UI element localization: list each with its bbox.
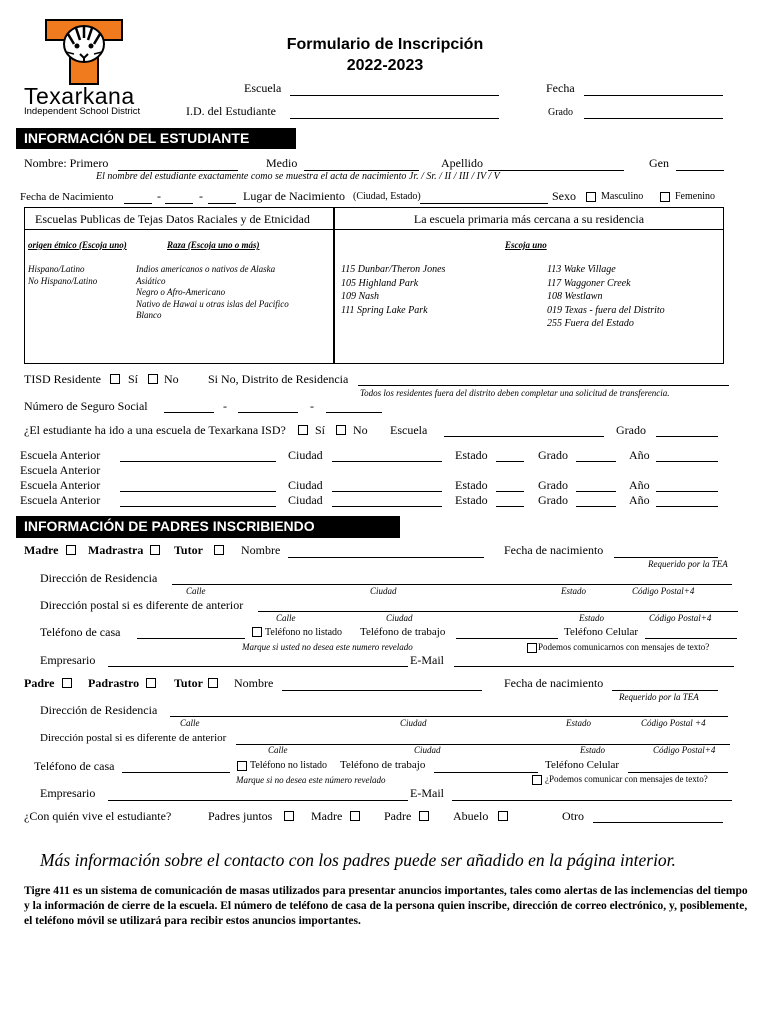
raza-option[interactable]: Asiático bbox=[136, 275, 166, 286]
no-listado-label: Teléfono no listado bbox=[265, 627, 343, 638]
masculino-checkbox[interactable] bbox=[586, 192, 596, 202]
form-year: 2022-2023 bbox=[346, 57, 424, 74]
distrito-residencia-label: Si No, Distrito de Residencia bbox=[208, 372, 349, 386]
padrastro-checkbox[interactable] bbox=[146, 678, 156, 688]
ciudad-label: Ciudad bbox=[370, 586, 397, 596]
attended-si-checkbox[interactable] bbox=[298, 425, 308, 435]
telefono-celular-label: Teléfono Celular bbox=[564, 626, 639, 638]
fecha-field[interactable] bbox=[584, 95, 723, 96]
padre-option-label: Padre bbox=[384, 809, 412, 823]
ssn-field-1[interactable] bbox=[164, 412, 214, 413]
calle-label: Calle bbox=[180, 718, 200, 728]
student-section-header: INFORMACIÓN DEL ESTUDIANTE bbox=[16, 128, 296, 149]
prev-estado-field[interactable] bbox=[496, 461, 524, 462]
nombre-label: Nombre bbox=[234, 676, 274, 690]
residente-si-checkbox[interactable] bbox=[110, 374, 120, 384]
tisd-residente-label: TISD Residente bbox=[24, 372, 101, 386]
si-label: Sí bbox=[128, 372, 139, 386]
prev-estado-field[interactable] bbox=[496, 506, 524, 507]
email-label: E-Mail bbox=[410, 653, 444, 667]
last-name-field[interactable] bbox=[488, 170, 624, 171]
name-note: El nombre del estudiante exactamente como se muestra el acta de nacimiento Jr. / Sr. / II / III / IV / V bbox=[96, 171, 500, 182]
femenino-label: Femenino bbox=[675, 191, 715, 202]
prev-ano-field[interactable] bbox=[656, 506, 718, 507]
raza-option[interactable]: Blanco bbox=[136, 310, 162, 320]
telefono-trabajo-label: Teléfono de trabajo bbox=[360, 626, 446, 638]
prev-ano-label: Año bbox=[629, 448, 650, 462]
lugar-nacimiento-label: Lugar de Nacimiento bbox=[243, 189, 345, 203]
estado-label: Estado bbox=[566, 718, 592, 728]
attended-no-label: No bbox=[353, 423, 368, 437]
schools-left-list bbox=[341, 263, 445, 317]
school-option[interactable]: 111 Spring Lake Park bbox=[341, 304, 428, 316]
dash: - bbox=[199, 189, 203, 203]
prev-grado-label: Grado bbox=[538, 448, 568, 462]
gen-label: Gen bbox=[649, 156, 669, 170]
prev-grado-field[interactable] bbox=[576, 491, 616, 492]
padre-checkbox[interactable] bbox=[62, 678, 72, 688]
ssn-field-2[interactable] bbox=[238, 412, 298, 413]
form-title: Formulario de Inscripción bbox=[286, 36, 484, 53]
prev-ciudad-field[interactable] bbox=[332, 491, 442, 492]
vive-padre-checkbox[interactable] bbox=[419, 811, 429, 821]
mother-name-field[interactable] bbox=[288, 557, 484, 558]
birth-day-field[interactable] bbox=[165, 203, 193, 204]
distrito-residencia-field[interactable] bbox=[358, 385, 729, 386]
direccion-label: Dirección de Residencia bbox=[40, 703, 158, 717]
calle-label: Calle bbox=[268, 745, 288, 755]
attended-si-label: Sí bbox=[315, 423, 326, 437]
mother-home-phone-field[interactable] bbox=[137, 638, 245, 639]
ciudad-label: Ciudad bbox=[386, 613, 413, 623]
codigo-postal-label: Código Postal+4 bbox=[649, 613, 712, 623]
mother-cell-field[interactable] bbox=[645, 638, 737, 639]
ssn-label: Número de Seguro Social bbox=[24, 399, 148, 413]
mother-employer-field[interactable] bbox=[108, 666, 408, 667]
birth-month-field[interactable] bbox=[124, 203, 152, 204]
masculino-label: Masculino bbox=[601, 191, 644, 202]
femenino-checkbox[interactable] bbox=[660, 192, 670, 202]
calle-label: Calle bbox=[276, 613, 296, 623]
mother-email-field[interactable] bbox=[454, 666, 734, 667]
origen-options bbox=[28, 264, 97, 287]
race-box-title: Escuelas Publicas de Tejas Datos Raciales y de Etnicidad bbox=[35, 212, 310, 226]
father-text-checkbox[interactable] bbox=[532, 775, 542, 785]
father-unlisted-checkbox[interactable] bbox=[237, 761, 247, 771]
school-option[interactable]: 113 Wake Village bbox=[547, 264, 616, 275]
prev-estado-label: Estado bbox=[455, 493, 488, 507]
schools-right-list bbox=[547, 263, 665, 331]
father-home-phone-field[interactable] bbox=[122, 772, 230, 773]
madre-option-label: Madre bbox=[311, 809, 343, 823]
requerido-note: Requerido por la TEA bbox=[648, 559, 728, 569]
requerido-note: Requerido por la TEA bbox=[619, 692, 699, 702]
prev-ano-field[interactable] bbox=[656, 461, 718, 462]
estado-label: Estado bbox=[579, 613, 605, 623]
dash: - bbox=[223, 399, 227, 413]
no-listado-label: Teléfono no listado bbox=[250, 760, 328, 771]
school-option[interactable]: 117 Waggoner Creek bbox=[547, 277, 631, 289]
father-dob-field[interactable] bbox=[612, 690, 718, 691]
tutor-label: Tutor bbox=[174, 676, 203, 690]
mensajes-label: Podemos comunicarnos con mensajes de texto? bbox=[538, 642, 710, 652]
father-employer-field[interactable] bbox=[108, 800, 408, 801]
school-option[interactable]: 105 Highland Park bbox=[341, 277, 419, 289]
madrastra-checkbox[interactable] bbox=[150, 545, 160, 555]
telefono-celular-label: Teléfono Celular bbox=[545, 759, 620, 771]
father-cell-field[interactable] bbox=[628, 772, 728, 773]
sexo-label: Sexo bbox=[552, 189, 576, 203]
madrastra-label: Madrastra bbox=[88, 543, 144, 557]
prev-ano-label: Año bbox=[629, 478, 650, 492]
residente-no-checkbox[interactable] bbox=[148, 374, 158, 384]
direccion-postal-label: Dirección postal si es diferente de anterior bbox=[40, 598, 244, 612]
raza-option[interactable]: Indios americanos o nativos de Alaska bbox=[136, 264, 276, 274]
ciudad-estado-label: (Ciudad, Estado) bbox=[353, 191, 421, 202]
prev-ano-field[interactable] bbox=[656, 491, 718, 492]
fecha-nacimiento-label: Fecha de Nacimiento bbox=[20, 191, 114, 203]
district-name: Texarkana bbox=[24, 83, 135, 109]
school-box-title: La escuela primaria más cercana a su residencia bbox=[413, 212, 645, 226]
codigo-postal-label: Código Postal+4 bbox=[632, 586, 695, 596]
direccion-postal-label: Dirección postal si es diferente de anterior bbox=[40, 732, 227, 744]
abuelo-label: Abuelo bbox=[453, 809, 489, 823]
marque-note: Marque si usted no desea este numero revelado bbox=[242, 642, 413, 652]
birth-year-field[interactable] bbox=[208, 203, 236, 204]
prev-grado-label: Grado bbox=[538, 493, 568, 507]
nombre-primero-label: Nombre: Primero bbox=[24, 156, 109, 170]
origen-title: origen étnico (Escoja uno) bbox=[28, 240, 127, 250]
vive-abuelo-checkbox[interactable] bbox=[498, 811, 508, 821]
prev-school-label: Escuela Anterior bbox=[20, 448, 101, 462]
school-option[interactable]: 108 Westlawn bbox=[547, 291, 603, 302]
padres-juntos-label: Padres juntos bbox=[208, 809, 273, 823]
telefono-casa-label: Teléfono de casa bbox=[34, 759, 115, 773]
grado-field[interactable] bbox=[584, 118, 723, 119]
prev-school-field[interactable] bbox=[120, 506, 276, 507]
school-option[interactable]: 115 Dunbar/Theron Jones bbox=[341, 264, 446, 275]
vive-question: ¿Con quién vive el estudiante? bbox=[24, 809, 172, 823]
padre-label: Padre bbox=[24, 676, 55, 690]
parents-section-header: INFORMACIÓN DE PADRES INSCRIBIENDO bbox=[16, 516, 400, 538]
id-estudiante-field[interactable] bbox=[290, 118, 499, 119]
tutor-label: Tutor bbox=[174, 543, 203, 557]
transfer-note: Todos los residentes fuera del distrito deben completar una solicitud de transferencia. bbox=[360, 388, 670, 398]
raza-title: Raza (Escoja uno o más) bbox=[167, 240, 260, 250]
madre-checkbox[interactable] bbox=[66, 545, 76, 555]
birth-place-field[interactable] bbox=[420, 203, 548, 204]
father-name-field[interactable] bbox=[282, 690, 482, 691]
dash: - bbox=[157, 189, 161, 203]
prev-ciudad-label: Ciudad bbox=[288, 448, 323, 462]
medio-label: Medio bbox=[266, 156, 298, 170]
ssn-field-3[interactable] bbox=[326, 412, 382, 413]
estado-label: Estado bbox=[561, 586, 587, 596]
school-option[interactable]: 255 Fuera del Estado bbox=[547, 318, 634, 329]
codigo-postal-label: Código Postal+4 bbox=[653, 745, 716, 755]
nombre-label: Nombre bbox=[241, 543, 281, 557]
school-option[interactable]: 019 Texas - fuera del Distrito bbox=[547, 304, 665, 316]
madre-label: Madre bbox=[24, 543, 59, 557]
origen-option[interactable]: Hispano/Latino bbox=[28, 264, 85, 274]
fecha-label: Fecha bbox=[546, 81, 575, 95]
mother-dob-label: Fecha de nacimiento bbox=[504, 543, 604, 557]
prev-grado-label: Grado bbox=[538, 478, 568, 492]
prev-school-field[interactable] bbox=[120, 461, 276, 462]
father-email-field[interactable] bbox=[452, 800, 732, 801]
mother-unlisted-checkbox[interactable] bbox=[252, 627, 262, 637]
empresario-label: Empresario bbox=[40, 653, 96, 667]
prev-estado-label: Estado bbox=[455, 448, 488, 462]
attended-grado-label: Grado bbox=[616, 423, 646, 437]
email-label: E-Mail bbox=[410, 786, 444, 800]
father-address-field[interactable] bbox=[170, 716, 728, 717]
calle-label: Calle bbox=[186, 586, 206, 596]
attended-escuela-field[interactable] bbox=[444, 436, 604, 437]
mother-mailing-field[interactable] bbox=[258, 611, 738, 612]
vive-otro-field[interactable] bbox=[593, 822, 723, 823]
tutor-checkbox[interactable] bbox=[214, 545, 224, 555]
telefono-casa-label: Teléfono de casa bbox=[40, 625, 121, 639]
apellido-label: Apellido bbox=[441, 156, 483, 170]
attended-escuela-label: Escuela bbox=[390, 423, 428, 437]
empresario-label: Empresario bbox=[40, 786, 96, 800]
attended-grado-field[interactable] bbox=[656, 436, 718, 437]
attended-no-checkbox[interactable] bbox=[336, 425, 346, 435]
direccion-label: Dirección de Residencia bbox=[40, 571, 158, 585]
codigo-postal-label: Código Postal +4 bbox=[641, 718, 706, 728]
father-tutor-checkbox[interactable] bbox=[208, 678, 218, 688]
padres-juntos-checkbox[interactable] bbox=[284, 811, 294, 821]
mother-address-field[interactable] bbox=[172, 584, 732, 585]
dash: - bbox=[310, 399, 314, 413]
otro-label: Otro bbox=[562, 809, 584, 823]
school-box-divider bbox=[334, 229, 724, 230]
mother-text-checkbox[interactable] bbox=[527, 643, 537, 653]
father-work-phone-field[interactable] bbox=[434, 772, 538, 773]
raza-options bbox=[136, 264, 289, 322]
telefono-trabajo-label: Teléfono de trabajo bbox=[340, 759, 426, 771]
raza-option[interactable]: Nativo de Hawai u otras islas del Pacifico bbox=[136, 298, 289, 309]
school-option[interactable]: 109 Nash bbox=[341, 291, 380, 302]
race-box-divider bbox=[24, 229, 334, 230]
ciudad-label: Ciudad bbox=[414, 745, 441, 755]
id-estudiante-label: I.D. del Estudiante bbox=[186, 104, 276, 118]
prev-ano-label: Año bbox=[629, 493, 650, 507]
district-subtitle: Independent School District bbox=[24, 106, 141, 117]
mother-work-phone-field[interactable] bbox=[456, 638, 558, 639]
escoja-uno-label: Escoja uno bbox=[505, 240, 547, 250]
attended-question: ¿El estudiante ha ido a una escuela de Texarkana ISD? bbox=[24, 423, 286, 437]
prev-grado-field[interactable] bbox=[576, 461, 616, 462]
prev-school-label: Escuela Anterior bbox=[20, 463, 101, 477]
escuela-field[interactable] bbox=[290, 95, 499, 96]
mensajes-label: ¿Podemos comunicar con mensajes de texto? bbox=[545, 774, 708, 784]
grado-label: Grado bbox=[548, 107, 573, 118]
ciudad-label: Ciudad bbox=[400, 718, 427, 728]
prev-ciudad-label: Ciudad bbox=[288, 478, 323, 492]
padrastro-label: Padrastro bbox=[88, 676, 140, 690]
prev-ciudad-field[interactable] bbox=[332, 506, 442, 507]
more-info-note: Más información sobre el contacto con los padres puede ser añadido en la página interior. bbox=[40, 850, 676, 870]
prev-school-label: Escuela Anterior bbox=[20, 478, 101, 492]
raza-option[interactable]: Negro o Afro-Americano bbox=[136, 287, 226, 297]
prev-estado-label: Estado bbox=[455, 478, 488, 492]
tigre-411-paragraph: Tigre 411 es un sistema de comunicación de masas utilizados para presentar anuncios importantes, tales como alertas de las inclemencias del tiempo y la información de cierre de la escuela. El número de teléfono de casa de la persona quien inscribe, dirección de correo electrónico, y, posiblemente, el teléfono móvil se utilizará para recibir estos anuncios importantes. bbox=[24, 885, 748, 927]
origen-option[interactable]: No Hispano/Latino bbox=[28, 275, 98, 286]
prev-ciudad-field[interactable] bbox=[332, 461, 442, 462]
marque-note: Marque si no desea este número revelado bbox=[236, 775, 386, 785]
vive-madre-checkbox[interactable] bbox=[350, 811, 360, 821]
prev-estado-field[interactable] bbox=[496, 491, 524, 492]
prev-school-field[interactable] bbox=[120, 491, 276, 492]
prev-grado-field[interactable] bbox=[576, 506, 616, 507]
prev-school-label: Escuela Anterior bbox=[20, 493, 101, 507]
father-dob-label: Fecha de nacimiento bbox=[504, 676, 604, 690]
estado-label: Estado bbox=[580, 745, 606, 755]
mother-dob-field[interactable] bbox=[614, 557, 718, 558]
gen-field[interactable] bbox=[676, 170, 724, 171]
prev-ciudad-label: Ciudad bbox=[288, 493, 323, 507]
no-label: No bbox=[164, 372, 179, 386]
escuela-label: Escuela bbox=[244, 81, 282, 95]
